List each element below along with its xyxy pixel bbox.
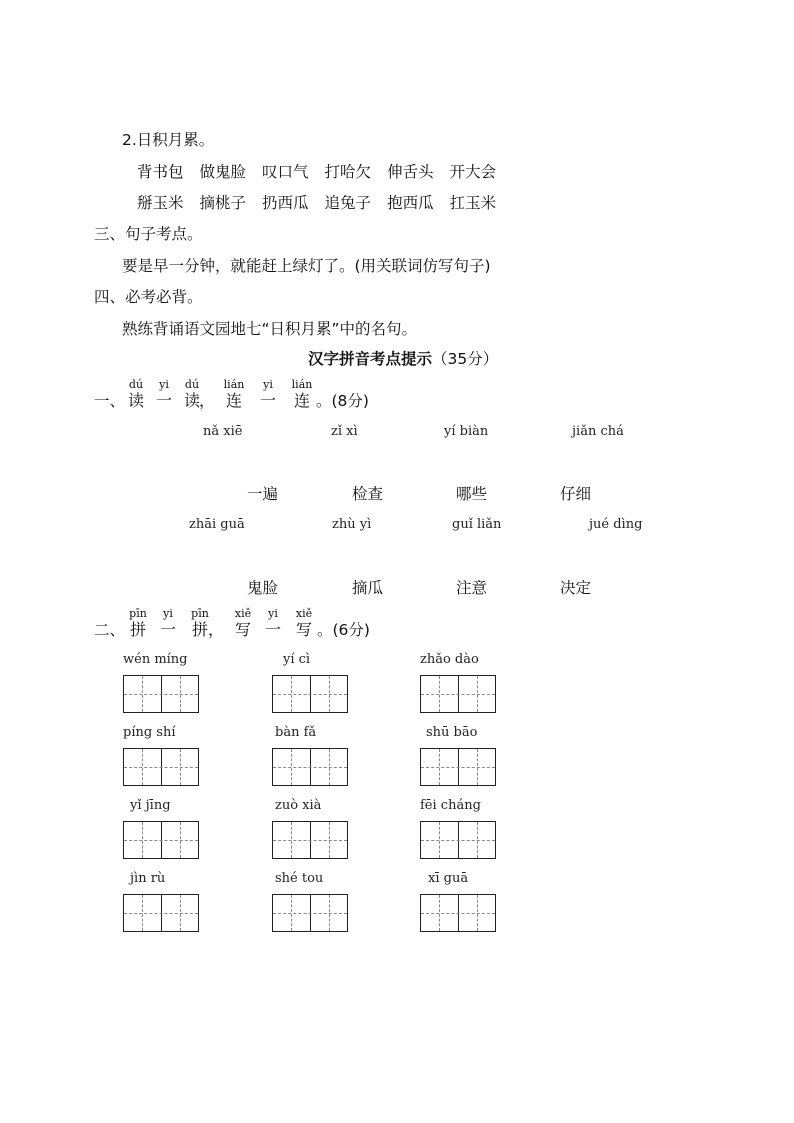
phrase: 扔西瓜 — [262, 194, 309, 212]
pinyin-prompt: fēi cháng — [420, 798, 481, 813]
writing-grid[interactable] — [420, 748, 496, 786]
writing-grid[interactable] — [272, 821, 348, 859]
word-item: 一遍 — [247, 485, 279, 503]
phrase: 追兔子 — [324, 194, 372, 212]
pinyin-item: nǎ xiē — [203, 424, 243, 439]
sentence-section-content: 要是早一分钟，就能赶上绿灯了。(用关联词仿写句子) — [122, 257, 491, 275]
pinyin-prompt: zhǎo dào — [420, 652, 479, 667]
pinyin-item: guǐ liǎn — [452, 517, 502, 532]
writing-grid[interactable] — [123, 748, 199, 786]
word-item: 鬼脸 — [247, 579, 279, 597]
pinyin-item: zhāi guā — [189, 517, 245, 532]
q2-ruby-char: ， — [208, 620, 225, 639]
word-item: 摘瓜 — [352, 579, 384, 597]
part-heading — [308, 347, 498, 369]
pinyin-prompt: píng shí — [123, 725, 176, 740]
accumulate-row-2 — [137, 191, 512, 213]
writing-grid[interactable] — [272, 748, 348, 786]
phrase: 做鬼脸 — [199, 163, 247, 181]
word-item: 检查 — [352, 485, 384, 503]
q1-ruby-char: dú 读 — [127, 378, 144, 410]
phrase: 扛玉米 — [449, 194, 497, 212]
phrase: 抱西瓜 — [387, 194, 434, 212]
word-item: 仔细 — [560, 485, 592, 503]
q1-ruby-char: ， — [199, 391, 216, 410]
q1-ruby-char: lián 连 — [291, 378, 313, 410]
part-score: （35分） — [432, 350, 499, 368]
writing-grid[interactable] — [123, 894, 199, 932]
writing-grid[interactable] — [272, 894, 348, 932]
q1-number: 一、 — [94, 392, 126, 410]
q2-ruby-char: pīn 拼 — [191, 607, 209, 639]
pinyin-prompt: zuò xià — [275, 798, 322, 813]
phrase: 叹口气 — [262, 163, 309, 181]
pinyin-prompt: yǐ jīng — [130, 798, 171, 813]
pinyin-prompt: yí cì — [283, 652, 311, 667]
accumulate-row-1 — [137, 160, 512, 182]
part-title: 汉字拼音考点提示 — [308, 350, 433, 368]
writing-grid[interactable] — [420, 675, 496, 713]
pinyin-prompt: shé tou — [275, 871, 324, 886]
writing-grid[interactable] — [123, 675, 199, 713]
word-item: 决定 — [560, 579, 592, 597]
q2-ruby-char: xiě 写 — [295, 607, 313, 639]
sentence-section-title: 三、句子考点。 — [94, 225, 203, 243]
pinyin-item: yí biàn — [444, 424, 489, 439]
q2-ruby-char: pīn 拼 — [129, 607, 147, 639]
phrase: 开大会 — [449, 163, 497, 181]
pinyin-prompt: xī guā — [428, 871, 469, 886]
q1-ruby-char: dú 读 — [183, 378, 200, 410]
q1-ruby-char: lián 连 — [223, 378, 245, 410]
recite-section-title: 四、必考必背。 — [94, 288, 203, 306]
phrase: 伸舌头 — [387, 163, 434, 181]
q1-ruby-char: yi 一 — [259, 378, 276, 410]
q2-ruby-char: xiě 写 — [234, 607, 252, 639]
writing-grid[interactable] — [420, 894, 496, 932]
phrase: 背书包 — [137, 163, 184, 181]
recite-section-content: 熟练背诵语文园地七“日积月累”中的名句。 — [122, 320, 418, 338]
phrase: 掰玉米 — [137, 194, 184, 212]
q2-number: 二、 — [94, 621, 126, 639]
writing-grid[interactable] — [123, 821, 199, 859]
phrase: 摘桃子 — [199, 194, 247, 212]
pinyin-prompt: wén míng — [123, 652, 188, 667]
pinyin-item: zǐ xì — [331, 424, 358, 439]
q1-score: 。(8分) — [316, 392, 369, 410]
word-item: 哪些 — [456, 485, 488, 503]
q1-ruby-char: yi 一 — [155, 378, 172, 410]
writing-grid[interactable] — [420, 821, 496, 859]
phrase: 打哈欠 — [324, 163, 372, 181]
pinyin-prompt: bàn fǎ — [275, 725, 317, 740]
q2-ruby-char: yi 一 — [264, 607, 281, 639]
accumulate-title: 2.日积月累。 — [122, 131, 215, 149]
pinyin-item: jiǎn chá — [572, 424, 624, 439]
pinyin-item: jué dìng — [589, 517, 643, 532]
word-item: 注意 — [456, 579, 488, 597]
pinyin-prompt: shū bāo — [426, 725, 478, 740]
pinyin-item: zhù yì — [332, 517, 372, 532]
writing-grid[interactable] — [272, 675, 348, 713]
q2-score: 。(6分) — [317, 621, 370, 639]
pinyin-prompt: jìn rù — [130, 871, 166, 886]
q2-ruby-char: yi 一 — [159, 607, 176, 639]
